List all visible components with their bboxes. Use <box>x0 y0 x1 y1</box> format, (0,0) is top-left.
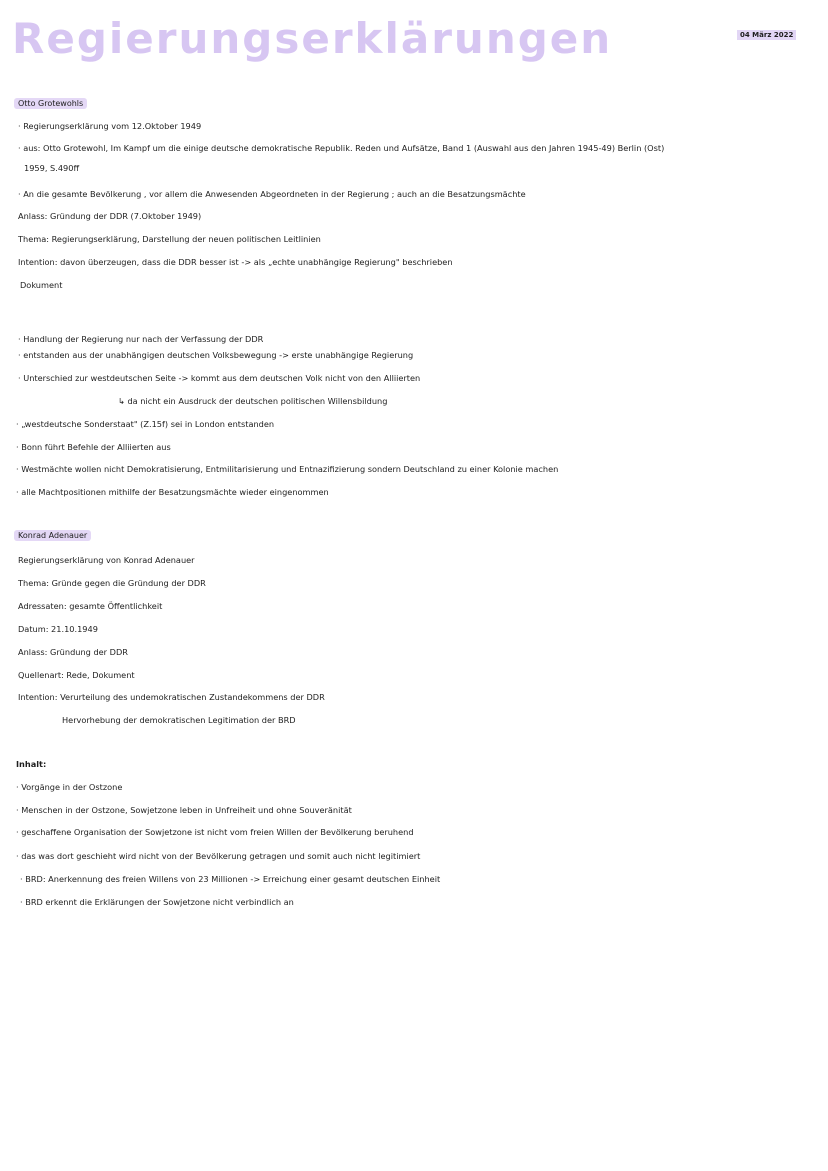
note-point: · „westdeutsche Sonderstaat" (Z.15f) sei in London entstanden <box>16 419 275 429</box>
note-line: Thema: Gründe gegen die Gründung der DDR <box>18 578 206 588</box>
note-point: · Menschen in der Ostzone, Sowjetzone leben in Unfreiheit und ohne Souveränität <box>16 805 352 815</box>
note-line: Adressaten: gesamte Öffentlichkeit <box>18 601 163 611</box>
note-line: · An die gesamte Bevölkerung , vor allem die Anwesenden Abgeordneten in der Regierung ; auch an die Besatzungsmächte <box>18 189 526 199</box>
section-heading-grotewohl: Otto Grotewohls <box>14 98 87 109</box>
note-point: · Unterschied zur westdeutschen Seite -> kommt aus dem deutschen Volk nicht von den Alliierten <box>18 373 421 383</box>
note-point: · Bonn führt Befehle der Alliierten aus <box>16 442 171 452</box>
note-point: · BRD: Anerkennung des freien Willens von 23 Millionen -> Erreichung einer gesamt deutschen Einheit <box>20 874 441 884</box>
note-point: · Westmächte wollen nicht Demokratisierung, Entmilitarisierung und Entnazifizierung sondern Deutschland zu einer Kolonie machen <box>16 464 559 474</box>
note-point: · BRD erkennt die Erklärungen der Sowjetzone nicht verbindlich an <box>20 897 294 907</box>
note-point: · das was dort geschieht wird nicht von der Bevölkerung getragen und somit auch nicht legitimiert <box>16 851 421 861</box>
note-point: · geschaffene Organisation der Sowjetzone ist nicht vom freien Willen der Bevölkerung beruhend <box>16 827 414 837</box>
note-line: · Regierungserklärung vom 12.Oktober 1949 <box>18 121 202 131</box>
note-line: Anlass: Gründung der DDR (7.Oktober 1949) <box>18 211 202 221</box>
note-line: 1959, S.490ff <box>24 163 80 173</box>
note-line: Intention: Verurteilung des undemokratischen Zustandekommens der DDR <box>18 692 325 702</box>
note-line: · aus: Otto Grotewohl, Im Kampf um die einige deutsche demokratische Republik. Reden und Aufsätze, Band 1 (Auswahl aus den Jahren 1945-49) Berlin (Ost) <box>18 143 665 153</box>
note-line: Hervorhebung der demokratischen Legitimation der BRD <box>62 715 296 725</box>
note-line: Intention: davon überzeugen, dass die DDR besser ist -> als „echte unabhängige Regierung" beschrieben <box>18 257 453 267</box>
note-point: · Vorgänge in der Ostzone <box>16 782 123 792</box>
note-point: ↳ da nicht ein Ausdruck der deutschen politischen Willensbildung <box>118 396 388 406</box>
note-line: Quellenart: Rede, Dokument <box>18 670 135 680</box>
page-title: Regierungserklärungen <box>12 14 613 63</box>
note-line: Dokument <box>20 280 63 290</box>
date-label: 04 März 2022 <box>737 30 796 40</box>
note-line: Regierungserklärung von Konrad Adenauer <box>18 555 195 565</box>
note-line: Thema: Regierungserklärung, Darstellung der neuen politischen Leitlinien <box>18 234 321 244</box>
note-point: · Handlung der Regierung nur nach der Verfassung der DDR <box>18 334 264 344</box>
note-point: · entstanden aus der unabhängigen deutschen Volksbewegung -> erste unabhängige Regierung <box>18 350 414 360</box>
section-heading-adenauer: Konrad Adenauer <box>14 530 91 541</box>
note-line: Datum: 21.10.1949 <box>18 624 98 634</box>
section-heading-inhalt: Inhalt: <box>16 759 47 769</box>
note-line: Anlass: Gründung der DDR <box>18 647 128 657</box>
note-point: · alle Machtpositionen mithilfe der Besatzungsmächte wieder eingenommen <box>16 487 329 497</box>
